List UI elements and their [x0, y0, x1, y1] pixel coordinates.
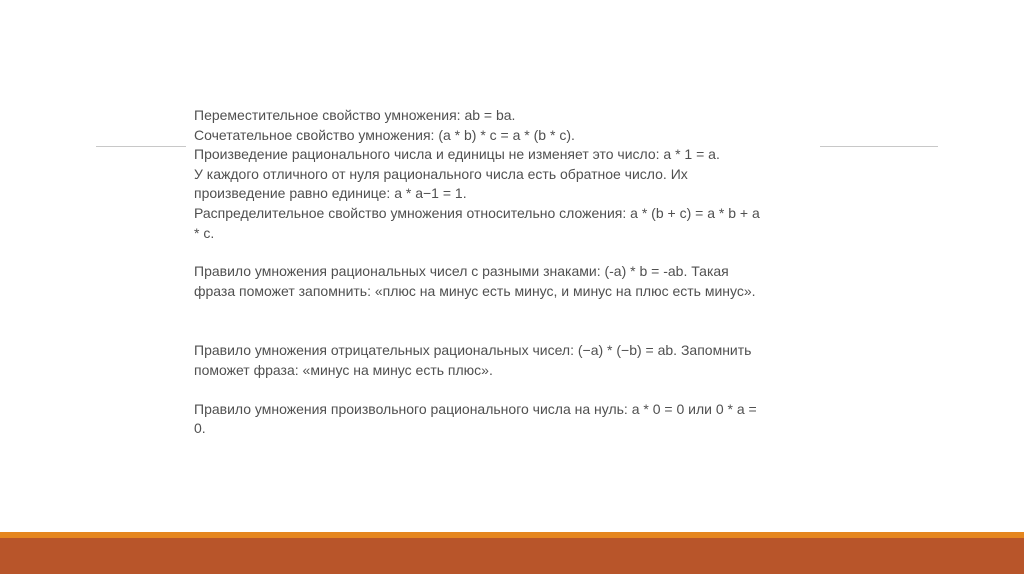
- text-line: Распределительное свойство умножения относительно сложения: a * (b + c) = a * b + a: [194, 204, 760, 221]
- footer-band: [0, 538, 1024, 574]
- text-line: Правило умножения отрицательных рациональных чисел: (−a) * (−b) = ab. Запомнить: [194, 342, 752, 359]
- paragraph-gap: [194, 243, 834, 262]
- text-line: Правило умножения произвольного рационального числа на нуль: a * 0 = 0 или 0 * a =: [194, 400, 757, 417]
- text-line: Переместительное свойство умножения: ab = ba.: [194, 107, 516, 123]
- text-line: поможет фраза: «минус на минус есть плюс».: [194, 361, 493, 378]
- slide-text-body: [194, 106, 834, 439]
- paragraph-gap: [194, 381, 834, 400]
- text-line: 0.: [194, 420, 206, 437]
- text-line: Произведение рационального числа и единицы не изменяет это число: a * 1 = a.: [194, 146, 720, 163]
- text-line: * c.: [194, 224, 215, 241]
- text-line: Сочетательное свойство умножения: (a * b) * c = a * (b * c).: [194, 126, 575, 143]
- text-line: У каждого отличного от нуля рационального числа есть обратное число. Их: [194, 165, 688, 182]
- paragraph-gap: [194, 301, 834, 341]
- text-line: фраза поможет запомнить: «плюс на минус есть минус, и минус на плюс есть минус».: [194, 282, 756, 299]
- divider-left: [96, 146, 186, 147]
- text-line: Правило умножения рациональных чисел с разными знаками: (-a) * b = -ab. Такая: [194, 263, 729, 280]
- divider-right: [820, 146, 938, 147]
- text-line: произведение равно единице: a * a−1 = 1.: [194, 185, 467, 202]
